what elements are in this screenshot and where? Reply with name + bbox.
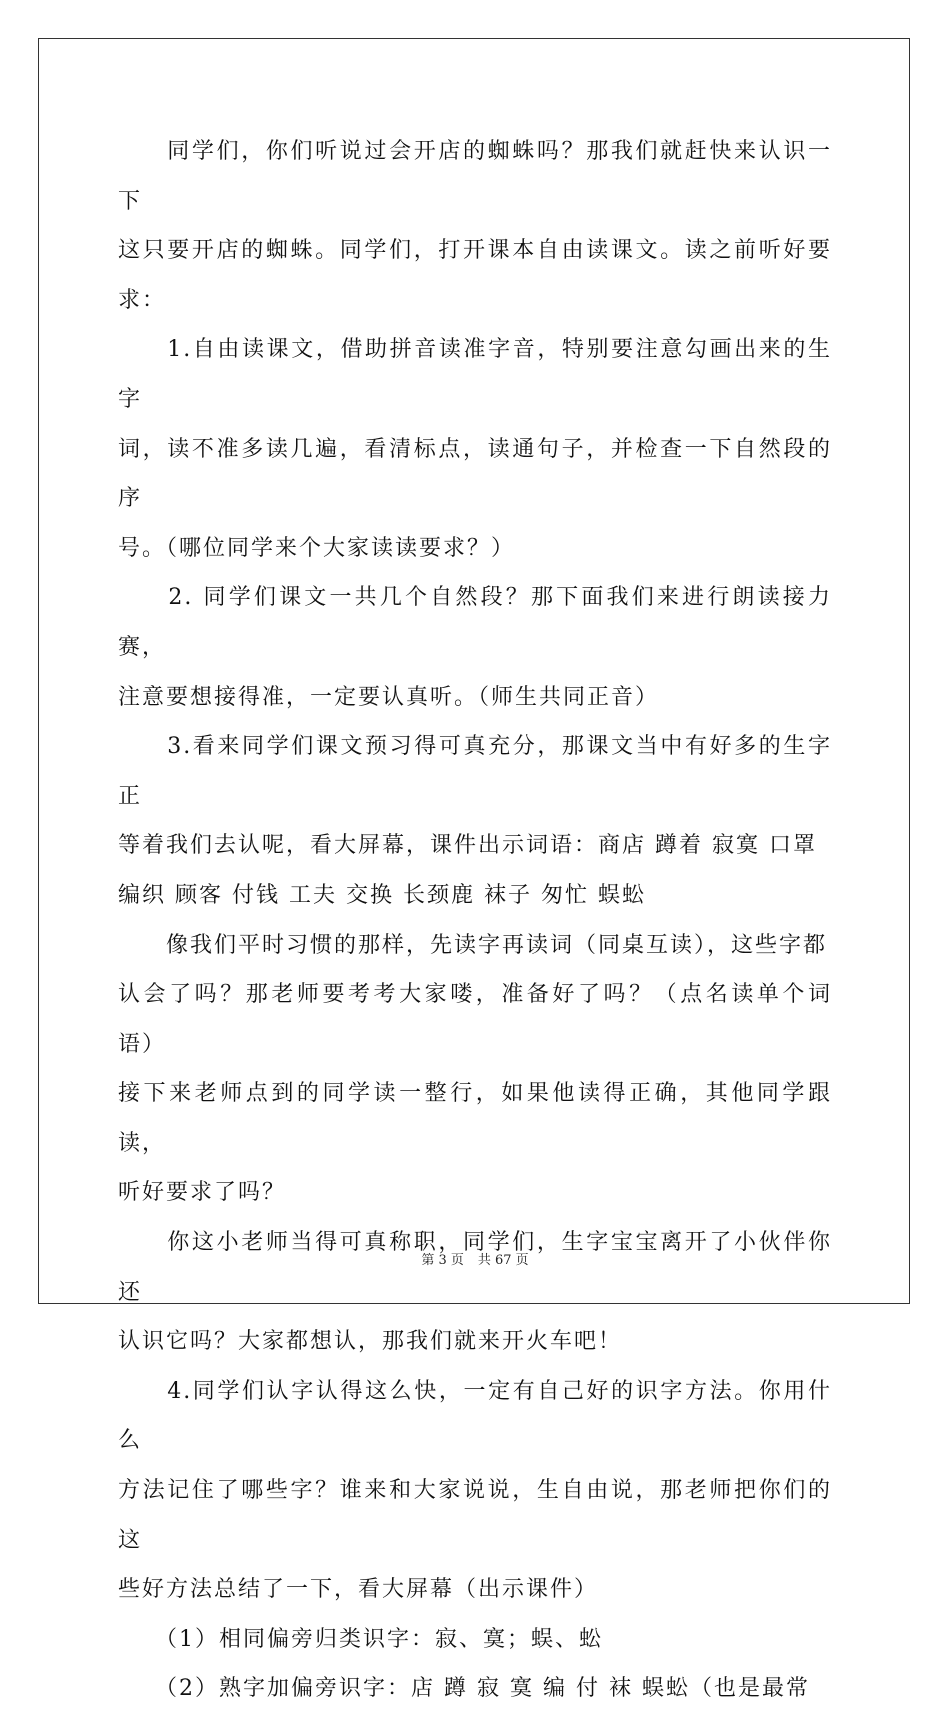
paragraph-5: 像我们平时习惯的那样，先读字再读词（同桌互读），这些字都 认会了吗？那老师要考考大家喽，准备好了吗？（点名读单个词语） 接下来老师点到的同学读一整行，如果他读得正确，其他同学跟读， 听好要求了吗？: [118, 932, 832, 1206]
paragraph-7: 4.同学们认字认得这么快，一定有自己好的识字方法。你用什么 方法记住了哪些字？谁来和大家说说，生自由说，那老师把你们的这 些好方法总结了一下，看大屏幕（出示课件）: [118, 1378, 832, 1603]
total-pages: 共 67 页: [477, 1253, 529, 1268]
paragraph-1: 同学们，你们听说过会开店的蜘蛛吗？那我们就赶快来认识一下 这只要开店的蜘蛛。同学们，打开课本自由读课文。读之前听好要求：: [118, 139, 832, 313]
page-number: 第 3 页: [421, 1253, 464, 1268]
paragraph-9: （2）熟字加偏旁识字：店 蹲 寂 寞 编 付 袜 蜈蚣（也是最常: [118, 1676, 810, 1702]
paragraph-2: 1.自由读课文，借助拼音读准字音，特别要注意勾画出来的生字 词，读不准多读几遍，看清标点，读通句子，并检查一下自然段的序 号。（哪位同学来个大家读读要求？）: [118, 337, 832, 561]
document-body: [118, 127, 832, 1714]
page-footer: [0, 1253, 950, 1269]
paragraph-6: 你这小老师当得可真称职，同学们，生字宝宝离开了小伙伴你还 认识它吗？大家都想认，那我们就来开火车吧！: [118, 1230, 832, 1355]
paragraph-8: （1）相同偏旁归类识字：寂、寞；蜈、蚣: [118, 1626, 603, 1652]
paragraph-4: 3.看来同学们课文预习得可真充分，那课文当中有好多的生字正 等着我们去认呢，看大屏幕，课件出示词语：商店 蹲着 寂寞 口罩 编织 顾客 付钱 工夫 交换 长颈鹿 袜子 匆忙 蜈蚣: [118, 734, 832, 908]
paragraph-3: 2. 同学们课文一共几个自然段？那下面我们来进行朗读接力赛， 注意要想接得准，一定要认真听。（师生共同正音）: [118, 585, 832, 710]
